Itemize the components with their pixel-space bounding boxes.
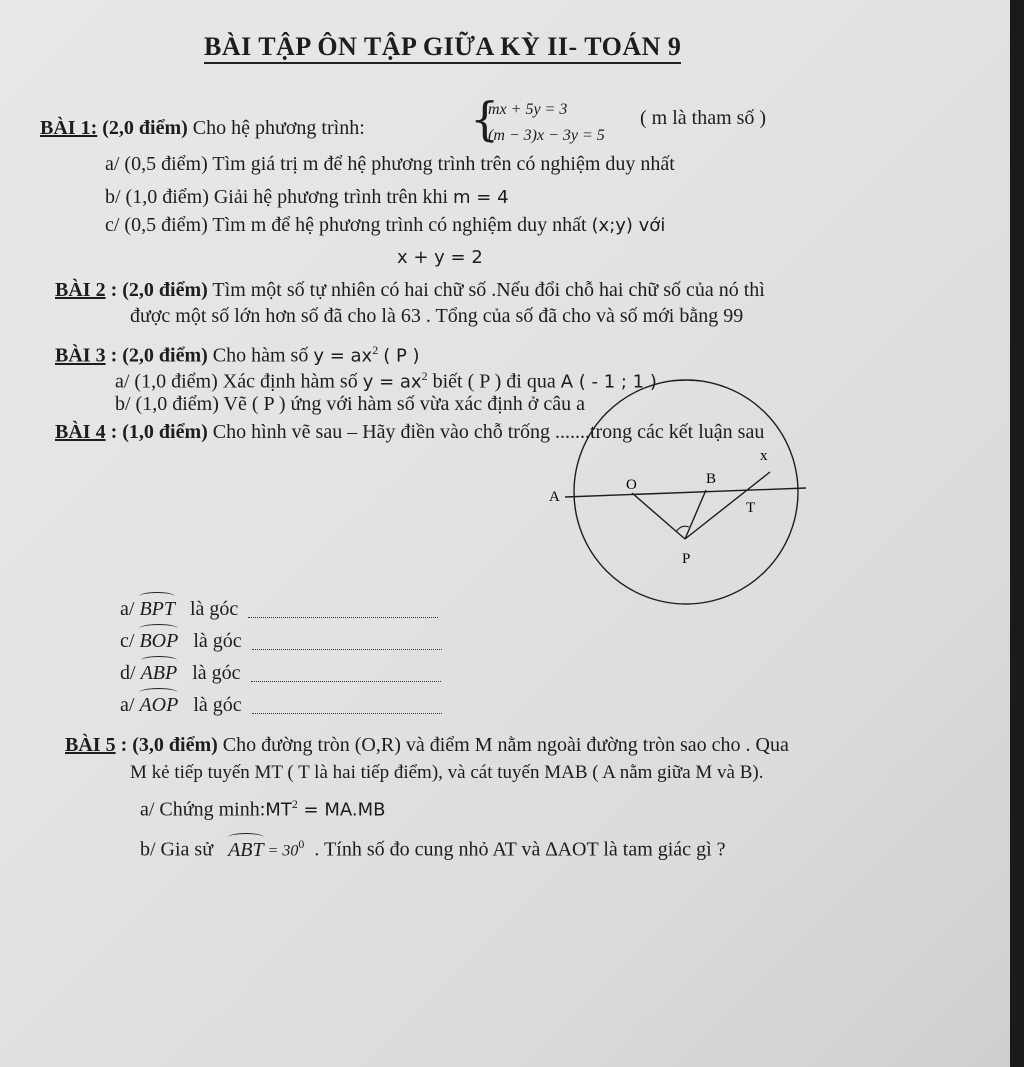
- item-angle: ABP: [140, 662, 178, 684]
- bai5-text1: Cho đường tròn (O,R) và điểm M nằm ngoài đường tròn sao cho . Qua: [222, 734, 789, 756]
- label-x: x: [760, 448, 768, 464]
- bai3-a-func: y = ax: [362, 371, 422, 393]
- label-b: B: [706, 471, 717, 487]
- bai3-func: y = ax: [313, 345, 373, 367]
- label-o: O: [626, 477, 637, 493]
- item-angle: AOP: [139, 694, 179, 716]
- item-suffix: là góc: [192, 662, 241, 684]
- bai1-label: BÀI 1:: [40, 117, 98, 139]
- bai3-tail: ( P ): [383, 345, 420, 367]
- bai3-label: BÀI 3: [55, 344, 106, 367]
- bai5-a-text: a/ Chứng minh:: [140, 798, 266, 821]
- item-prefix: a/: [120, 694, 135, 716]
- segment-pb: [685, 490, 706, 539]
- label-t: T: [746, 500, 756, 516]
- page-title: BÀI TẬP ÔN TẬP GIỮA KỲ II- TOÁN 9: [204, 32, 681, 64]
- bai1-eq2: (m − 3)x − 3y = 5: [488, 127, 605, 144]
- bai2-points: : (2,0 điểm): [110, 279, 208, 301]
- bai1-c-text: c/ (0,5 điểm) Tìm m để hệ phương trình có nghiệm duy nhất: [105, 214, 587, 236]
- bai3-a-tail: biết ( P ) đi qua: [432, 370, 556, 393]
- item-prefix: c/: [120, 630, 135, 652]
- bai5-b-text: b/ Gia sử: [140, 838, 214, 861]
- bai3-b: b/ (1,0 điểm) Vẽ ( P ) ứng với hàm số vừa xác định ở câu a: [115, 393, 585, 415]
- bai2-line2: được một số lớn hơn số đã cho là 63 . Tổng của số đã cho và số mới bằng 99: [130, 305, 744, 327]
- bai3-exp: 2: [372, 343, 379, 357]
- bai5-a: [140, 792, 385, 823]
- bai1-c-cond: x + y = 2: [397, 247, 483, 268]
- bai1-c-tail: (x;y) với: [591, 215, 666, 236]
- bai1-text: Cho hệ phương trình:: [192, 117, 365, 139]
- bai3-a-text: a/ (1,0 điểm) Xác định hàm số: [115, 370, 358, 393]
- bai5-b-deg: 0: [298, 837, 305, 851]
- bai4-item: [120, 693, 442, 717]
- bai1-a: a/ (0,5 điểm) Tìm giá trị m để hệ phương trình trên có nghiệm duy nhất: [105, 153, 675, 175]
- bai5-b-arc: ABT: [228, 838, 264, 861]
- label-a: A: [549, 489, 560, 505]
- item-angle: BOP: [139, 630, 179, 652]
- item-angle: BPT: [139, 598, 175, 620]
- line-ab: [565, 488, 806, 497]
- bai1-points: (2,0 điểm): [102, 117, 188, 139]
- bai1-note: ( m là tham số ): [640, 107, 767, 129]
- item-prefix: a/: [120, 598, 135, 620]
- tangent-px: [685, 472, 770, 539]
- bai5-b-eq: = 30: [263, 842, 299, 860]
- bai5-a-math2: = MA.MB: [297, 799, 386, 821]
- answer-blank[interactable]: [248, 603, 438, 618]
- item-prefix: d/: [120, 662, 136, 684]
- bai1-eq1: mx + 5y = 3: [488, 101, 568, 118]
- answer-blank[interactable]: [252, 699, 442, 714]
- bai4-item: [120, 629, 442, 653]
- angle-mark-p: [676, 526, 689, 532]
- bai3-a-exp: 2: [421, 369, 428, 383]
- bai2-text1: Tìm một số tự nhiên có hai chữ số .Nếu đổi chỗ hai chữ số của nó thì: [212, 279, 765, 301]
- item-suffix: là góc: [193, 630, 242, 652]
- bai4-text: Cho hình vẽ sau – Hãy điền vào chỗ trống .......trong các kết luận sau: [212, 421, 765, 443]
- bai1-b-math: m = 4: [453, 187, 509, 208]
- bai3-a-point: A ( - 1 ; 1 ): [560, 371, 657, 393]
- bai5-a-exp: 2: [291, 797, 298, 811]
- bai5-line1: [65, 733, 789, 757]
- answer-blank[interactable]: [252, 635, 442, 650]
- bai5-a-math1: MT: [265, 799, 292, 821]
- label-p: P: [682, 551, 691, 567]
- bai5-line2: M kẻ tiếp tuyến MT ( T là hai tiếp điểm), và cát tuyến MAB ( A nằm giữa M và B).: [130, 762, 764, 783]
- bai2-label: BÀI 2: [55, 279, 106, 301]
- bai5-points: : (3,0 điểm): [120, 734, 218, 756]
- bai3-text: Cho hàm số: [212, 344, 309, 367]
- answer-blank[interactable]: [251, 667, 441, 682]
- bai4-points: : (1,0 điểm): [110, 421, 208, 443]
- segment-op: [632, 493, 685, 539]
- bai5-b: [140, 832, 726, 864]
- bai5-b-tail: . Tính số đo cung nhỏ AT và ∆AOT là tam giác gì ?: [314, 838, 726, 861]
- bai4-item: [120, 661, 441, 685]
- bai1-b-text: b/ (1,0 điểm) Giải hệ phương trình trên khi: [105, 186, 449, 208]
- bai3-points: : (2,0 điểm): [110, 344, 208, 367]
- item-suffix: là góc: [190, 598, 239, 620]
- bai5-label: BÀI 5: [65, 734, 116, 756]
- system-brace: {: [470, 92, 500, 146]
- bai4-label: BÀI 4: [55, 421, 106, 443]
- item-suffix: là góc: [193, 694, 242, 716]
- bai4-item: [120, 597, 438, 621]
